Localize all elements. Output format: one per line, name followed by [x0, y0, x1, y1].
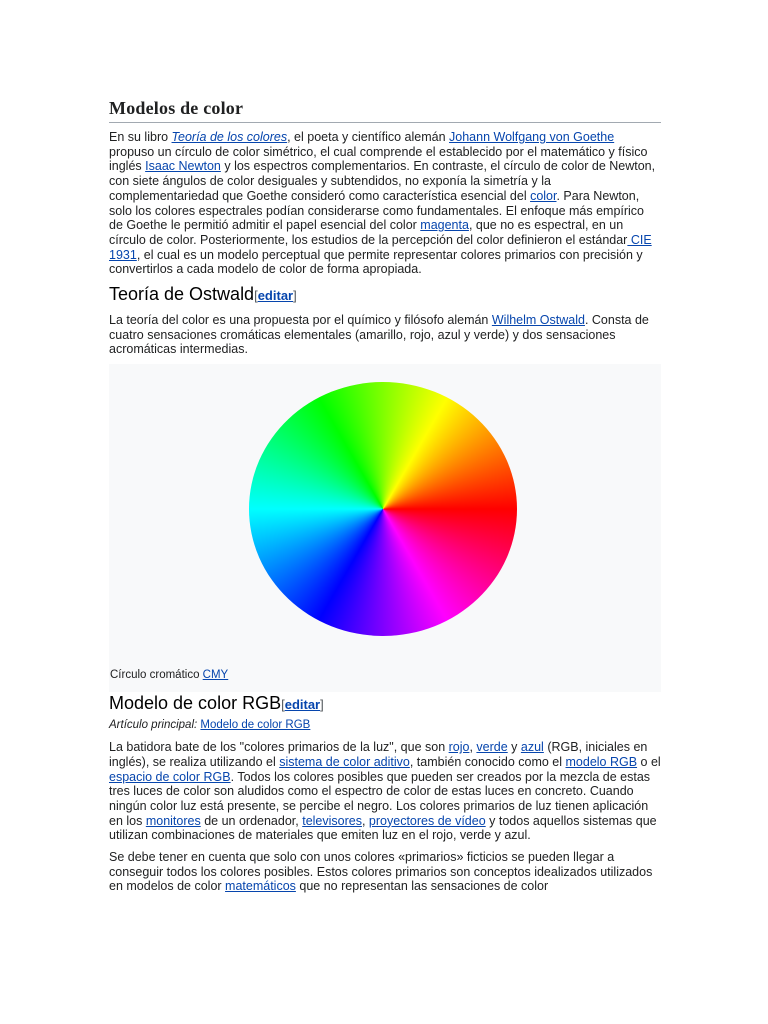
- color-wheel-figure: [109, 364, 661, 692]
- link-azul[interactable]: azul: [520, 740, 544, 755]
- link-rojo[interactable]: rojo: [448, 740, 470, 755]
- text: ,: [469, 740, 477, 755]
- link-color[interactable]: color: [530, 188, 557, 203]
- rgb-paragraph-2: [109, 850, 661, 894]
- link-goethe[interactable]: Johann Wolfgang von Goethe: [449, 130, 615, 144]
- text: . Para Newton, solo los colores espectrales podían considerarse como fundamentales. El enfoque más empírico de Goethe le permitió admitir el papel esencial del color: [109, 188, 645, 233]
- link-cmy[interactable]: CMY: [202, 669, 229, 682]
- bracket: ]: [293, 288, 297, 304]
- link-sistema-aditivo[interactable]: sistema de color aditivo: [279, 754, 410, 769]
- ostwald-paragraph: [109, 313, 661, 357]
- hatnote: [109, 719, 661, 731]
- section-title: Teoría de Ostwald: [109, 284, 255, 305]
- text: . Todos los colores posibles que pueden ser creados por la mezcla de estas tres luces de color son aludidos como el espectro de color de estas luces en concreto. Cuando ningún color luz está presente, se percibe el negro. Los colores primarios de luz tienen aplicación en los: [109, 769, 651, 828]
- text: En su libro: [109, 130, 172, 144]
- bracket: [: [281, 697, 285, 713]
- link-magenta[interactable]: magenta: [420, 218, 469, 233]
- text: y los espectros complementarios. En contraste, el círculo de color de Newton, con siete ángulos de color desiguales y subtendidos, no exponía la simetría y la complementariedad que Goethe consideró como característica esencial del: [109, 159, 656, 203]
- text: que no representan las sensaciones de color: [295, 879, 549, 894]
- text: (RGB, iniciales en inglés), se realiza utilizando el: [109, 740, 648, 769]
- text: Se debe tener en cuenta que solo con unos colores «primarios» ficticios se pueden llegar a conseguir todos los colores posibles. Estos colores primarios son conceptos idealizados utilizados en modelos de color: [109, 850, 653, 894]
- text: La teoría del color es una propuesta por el químico y filósofo alemán: [109, 313, 492, 328]
- caption-text: Círculo cromático: [110, 669, 203, 682]
- link-newton[interactable]: Isaac Newton: [145, 159, 221, 174]
- link-teoria-colores[interactable]: Teoría de los colores: [171, 130, 288, 144]
- text: de un ordenador,: [200, 813, 303, 828]
- text: , el cual es un modelo perceptual que permite representar colores primarios con precisión y convertirlos a cada modelo de color de forma apropiada.: [109, 247, 643, 277]
- edit-link-ostwald[interactable]: editar: [257, 288, 294, 304]
- hatnote-label: Artículo principal:: [109, 719, 201, 732]
- link-modelo-rgb[interactable]: modelo RGB: [565, 754, 638, 769]
- link-televisores[interactable]: televisores: [302, 813, 362, 828]
- rgb-paragraph-1: [109, 740, 661, 843]
- figure-caption: [110, 669, 228, 681]
- text: y: [507, 740, 521, 755]
- section-title: Modelo de color RGB: [109, 693, 282, 714]
- section-heading-modelos: Modelos de color: [109, 92, 661, 123]
- bracket: ]: [320, 697, 324, 713]
- intro-paragraph: [109, 130, 661, 277]
- text: y todos aquellos sistemas que utilizan combinaciones de materiales que emiten luz en el rojo, verde y azul.: [109, 813, 657, 843]
- text: ,: [361, 813, 369, 828]
- link-cie-1931[interactable]: CIE 1931: [109, 232, 652, 262]
- link-matematicos[interactable]: matemáticos: [225, 879, 296, 894]
- text: , también conocido como el: [409, 754, 566, 769]
- text: . Consta de cuatro sensaciones cromáticas elementales (amarillo, rojo, azul y verde) y dos sensaciones acromáticas intermedias.: [109, 313, 649, 357]
- text: o el: [637, 754, 661, 769]
- text: , que no es espectral, en un círculo de color. Posteriormente, los estudios de la percepción del color definieron el estándar: [109, 218, 628, 247]
- color-wheel-image[interactable]: [249, 382, 517, 636]
- link-modelo-rgb-main[interactable]: Modelo de color RGB: [200, 719, 311, 732]
- edit-section: [281, 697, 324, 712]
- link-wilhelm-ostwald[interactable]: Wilhelm Ostwald: [491, 313, 585, 328]
- section-heading-rgb: [109, 693, 661, 714]
- section-heading-ostwald: [109, 284, 661, 305]
- link-espacio-rgb[interactable]: espacio de color RGB: [109, 769, 231, 784]
- edit-link-rgb[interactable]: editar: [284, 697, 321, 713]
- link-proyectores[interactable]: proyectores de vídeo: [368, 813, 486, 828]
- text: propuso un círculo de color simétrico, el cual comprende el establecido por el matemático y físico inglés: [109, 144, 648, 174]
- link-verde[interactable]: verde: [476, 740, 508, 755]
- text: La batidora bate de los "colores primarios de la luz", que son: [109, 740, 449, 755]
- link-monitores[interactable]: monitores: [145, 813, 201, 828]
- edit-section: [254, 288, 297, 303]
- text: , el poeta y científico alemán: [287, 130, 450, 144]
- article-body: [109, 92, 661, 894]
- bracket: [: [254, 288, 258, 304]
